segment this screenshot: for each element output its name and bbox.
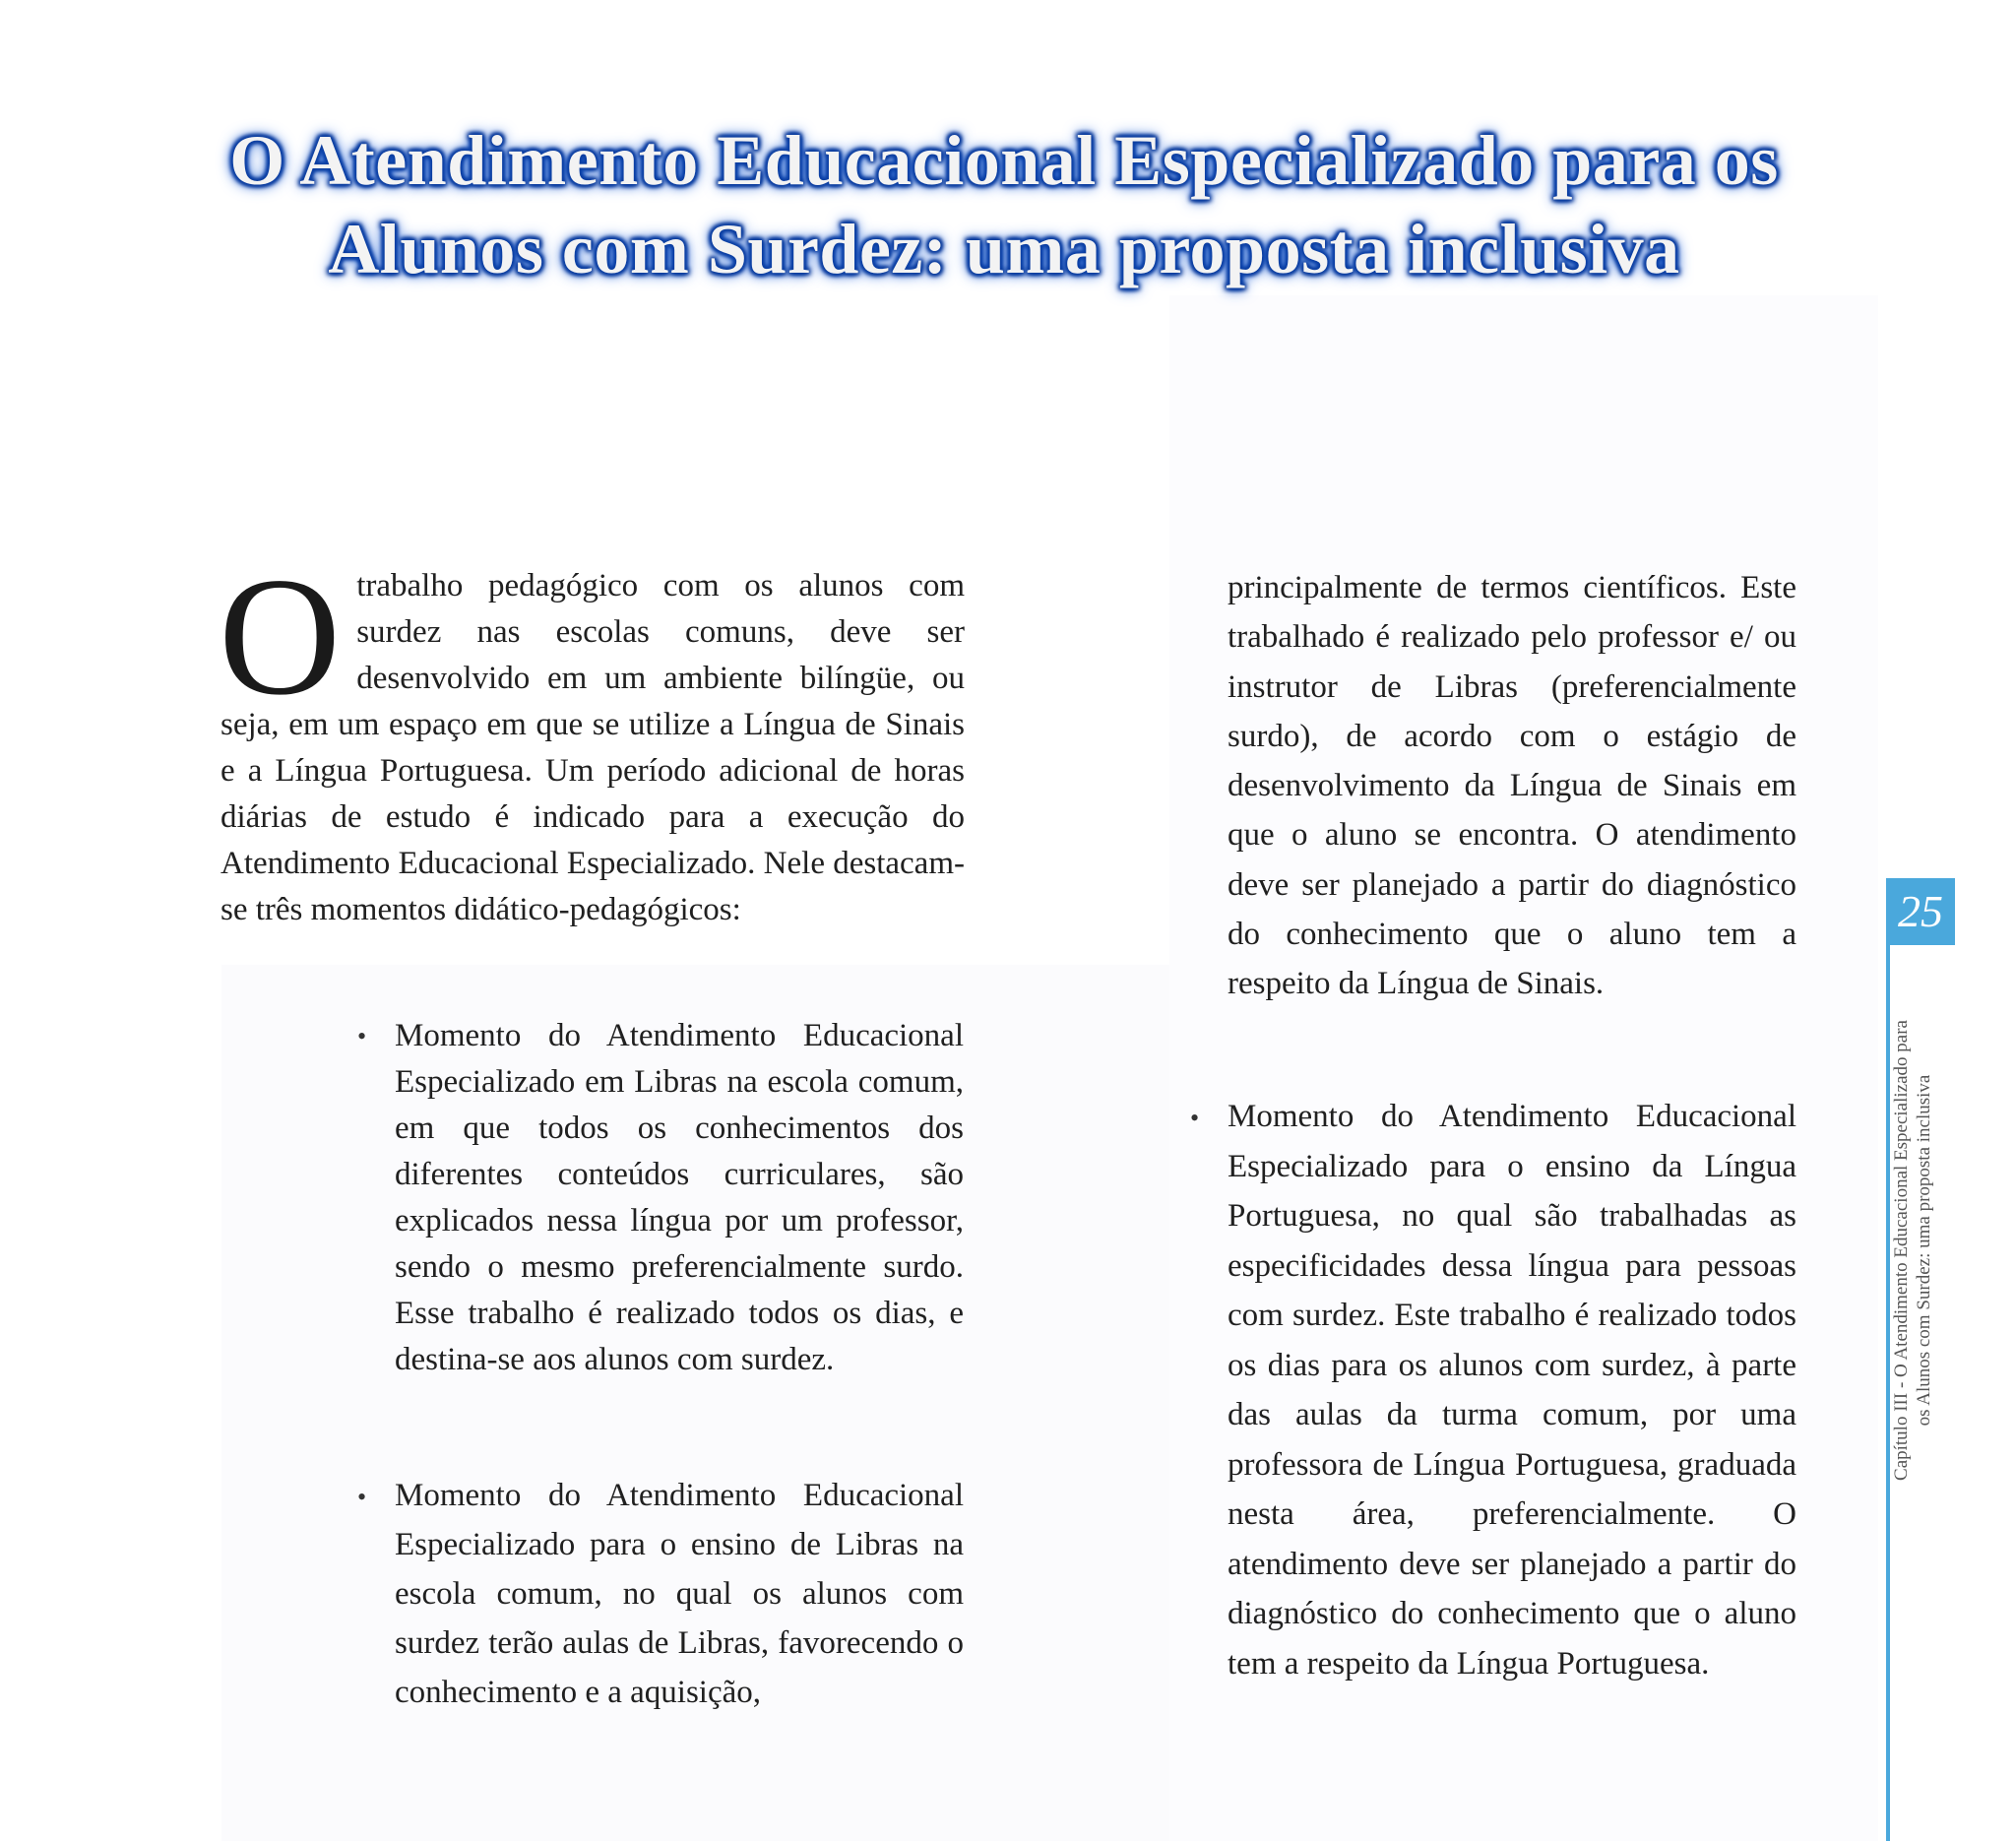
bullet-marker: • xyxy=(357,1022,367,1050)
drop-cap: O xyxy=(219,543,342,730)
page-number: 25 xyxy=(1886,878,1955,945)
continuation-text: principalmente de termos científicos. Este trabalhado é realizado pelo professor e/ ou instrutor de Libras (preferencialmente surdo), de acordo com o estágio de desenvolvimento da Língua de Sinais em que o aluno se encontra. O atendimento deve ser planejado a partir do diagnóstico do conhecimento que o aluno tem a respeito da Língua de Sinais. xyxy=(1228,570,1796,1002)
page-title xyxy=(148,116,1860,293)
bullet-marker: • xyxy=(1190,1104,1200,1132)
side-caption-line-2: os Alunos com Surdez: uma proposta inclusiva xyxy=(1914,1074,1934,1427)
continuation-paragraph xyxy=(1228,563,1796,1009)
bullet-text: Momento do Atendimento Educacional Especializado para o ensino de Libras na escola comum, no qual os alunos com surdez terão aulas de Libras, favorecendo o conhecimento e a aquisição, xyxy=(395,1478,964,1710)
bullet-item-lingua-portuguesa xyxy=(1190,1092,1796,1688)
chapter-side-caption xyxy=(1890,935,1935,1565)
bullet-item-libras xyxy=(357,1013,964,1383)
intro-text: trabalho pedagógico com os alunos com surdez nas escolas comuns, deve ser desenvolvido em um ambiente bilíngüe, ou seja, em um espaço em que se utilize a Língua de Sinais e a Língua Portuguesa. Um período adicional de horas diárias de estudo é indicado para a execução do Atendimento Educacional Especializado. Nele destacam-se três momentos didático-pedagógicos: xyxy=(220,568,965,927)
side-caption-line-1: Capítulo III - O Atendimento Educacional Especializado para xyxy=(1891,1020,1912,1481)
bullet-text: Momento do Atendimento Educacional Especializado para o ensino da Língua Portuguesa, no qual são trabalhadas as especificidades dessa língua para pessoas com surdez. Este trabalho é realizado todos os dias para os alunos com surdez, à parte das aulas da turma comum, por uma professora de Língua Portuguesa, graduada nesta área, preferencialmente. O atendimento deve ser planejado a partir do diagnóstico do conhecimento que o aluno tem a respeito da Língua Portuguesa. xyxy=(1228,1099,1796,1682)
bullet-item-ensino-libras xyxy=(357,1471,964,1717)
bullet-marker: • xyxy=(357,1483,367,1511)
intro-paragraph xyxy=(219,543,965,933)
title-line-2: Alunos com Surdez: uma proposta inclusiva xyxy=(328,210,1680,288)
title-line-1: O Atendimento Educacional Especializado para os xyxy=(229,121,1779,200)
bullet-text: Momento do Atendimento Educacional Especializado em Libras na escola comum, em que todos os conhecimentos dos diferentes conteúdos curriculares, são explicados nessa língua por um professor, sendo o mesmo preferencialmente surdo. Esse trabalho é realizado todos os dias, e destina-se aos alunos com surdez. xyxy=(395,1018,964,1377)
